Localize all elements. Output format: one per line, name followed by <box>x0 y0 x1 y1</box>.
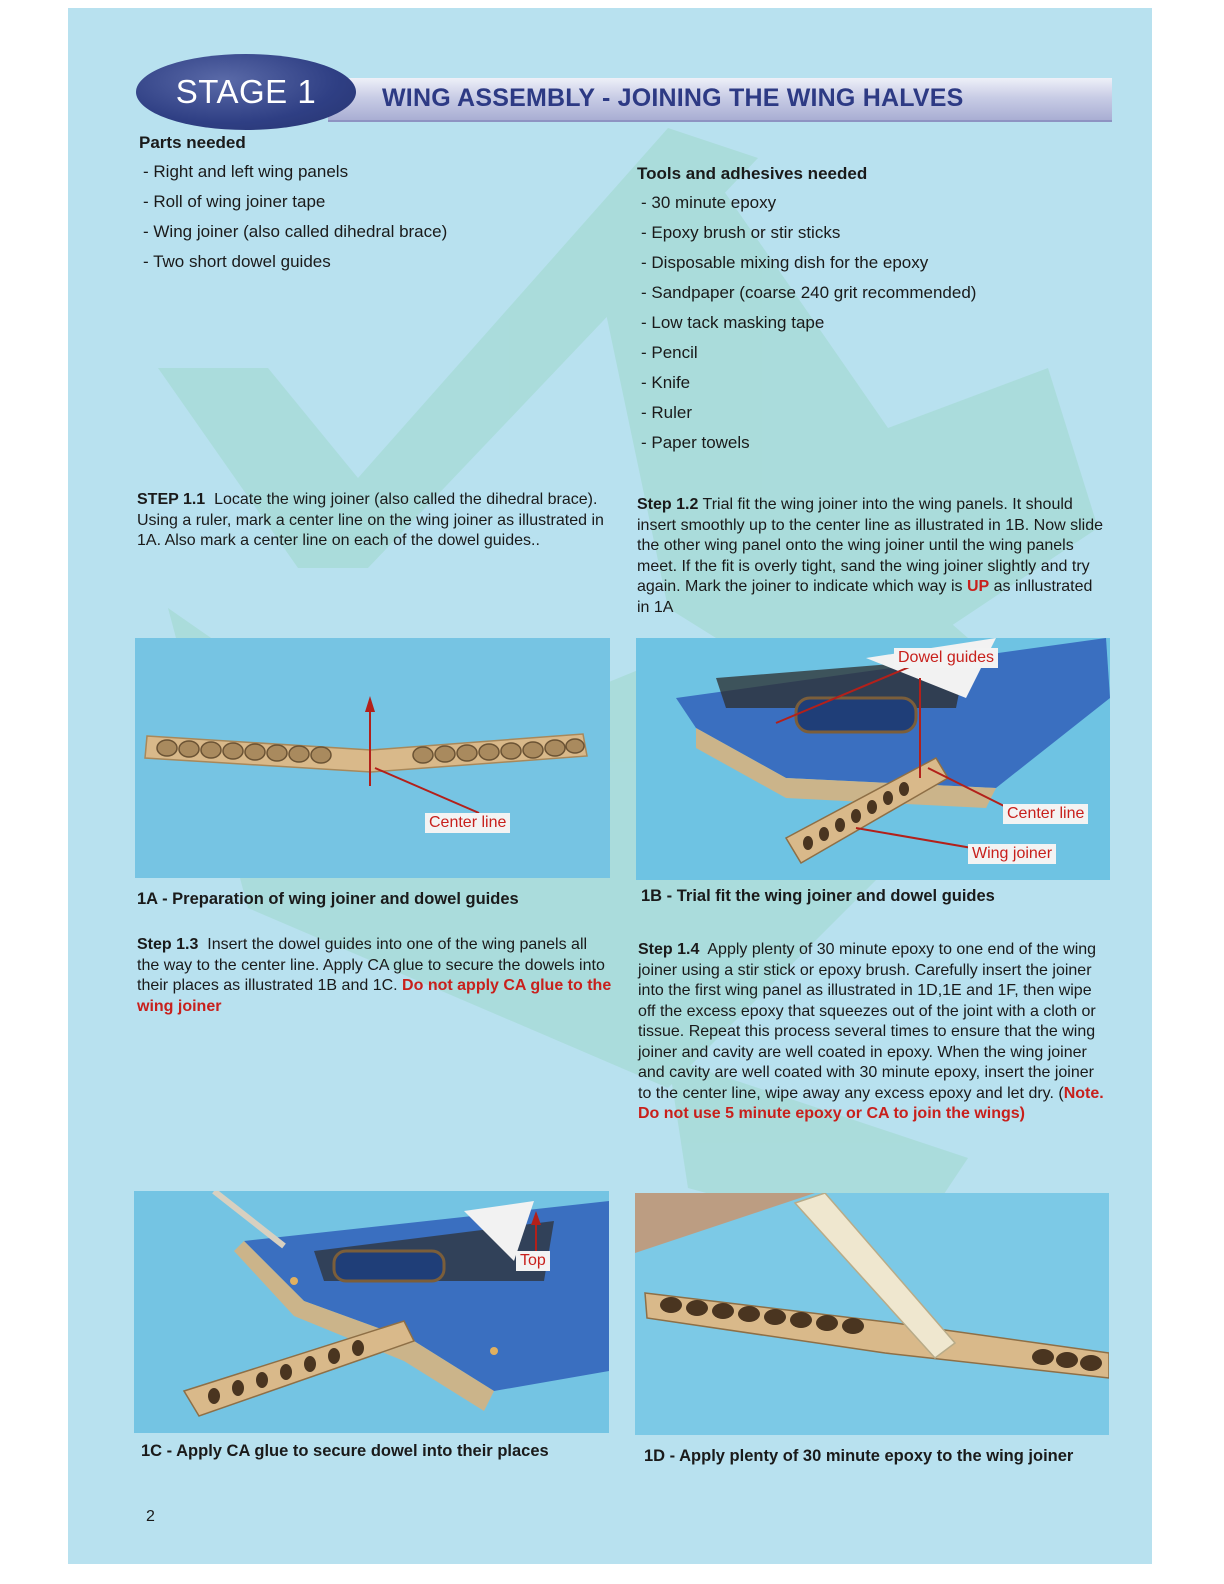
dowel-guides-label: Dowel guides <box>894 648 998 668</box>
step-text: Apply plenty of 30 minute epoxy to one end of the wing joiner using a stir stick or epoxy brush. Carefully insert the joiner into the first wing panel as illustrated in 1D,1E and 1F, then wipe off the excess epoxy that squeezes out of the joint with a cloth or tissue. Repeat this process several times to ensure that the wing joiner and cavity are well coated in epoxy. When the wing joiner and cavity are well coated with 30 minute epoxy, insert the joiner to the center line, wipe away any excess epoxy and let dry. ( <box>638 941 1097 1102</box>
tools-section <box>637 164 1097 458</box>
tools-item: - Epoxy brush or stir sticks <box>641 223 841 242</box>
wing-panel-glue-illustration <box>134 1191 609 1433</box>
parts-item: - Wing joiner (also called dihedral brace) <box>143 222 448 241</box>
stage-badge: STAGE 1 <box>136 54 356 130</box>
wing-joiner-illustration <box>135 638 610 878</box>
step-label: Step 1.4 <box>638 941 700 958</box>
step-text: as inllustrated in 1A <box>637 578 1093 616</box>
tools-item: - Knife <box>641 373 691 392</box>
tools-item: - Pencil <box>641 343 698 362</box>
figure-1c-photo <box>134 1191 609 1433</box>
up-highlight: UP <box>966 578 990 595</box>
figure-1b-photo <box>636 638 1110 880</box>
figure-1b-caption: 1B - Trial fit the wing joiner and dowel guides <box>641 887 995 905</box>
tools-item: - Paper towels <box>641 433 750 452</box>
tools-item: - Ruler <box>641 403 693 422</box>
epoxy-application-illustration <box>635 1193 1109 1435</box>
parts-heading: Parts needed <box>139 133 246 152</box>
step-text: Insert the dowel guides into one of the wing panels all the way to the center line. Apply CA glue to secure the dowels into their places as illustrated 1B and 1C. <box>137 936 605 994</box>
parts-list <box>143 157 579 277</box>
figure-1d-photo <box>635 1193 1109 1435</box>
parts-item: - Right and left wing panels <box>143 162 349 181</box>
tools-item: - Disposable mixing dish for the epoxy <box>641 253 929 272</box>
figure-1a-caption: 1A - Preparation of wing joiner and dowel guides <box>137 890 519 908</box>
step-warning: Note. Do not use 5 minute epoxy or CA to join the wings) <box>638 1084 1104 1122</box>
step-1-3 <box>137 935 612 1017</box>
step-text: Locate the wing joiner (also called the dihedral brace). Using a ruler, mark a center line on the wing joiner as illustrated in 1A. Also mark a center line on each of the dowel guides.. <box>137 491 604 549</box>
stage-title: WING ASSEMBLY - JOINING THE WING HALVES <box>382 84 964 112</box>
wing-joiner-label: Wing joiner <box>968 844 1056 864</box>
tools-item: - Low tack masking tape <box>641 313 825 332</box>
top-label: Top <box>516 1251 550 1271</box>
tools-heading: Tools and adhesives needed <box>637 164 868 183</box>
step-label: Step 1.2 <box>637 496 699 513</box>
figure-1c-caption: 1C - Apply CA glue to secure dowel into their places <box>141 1442 549 1460</box>
step-label: STEP 1.1 <box>137 491 206 508</box>
step-1-1 <box>137 490 612 552</box>
step-text: Trial fit the wing joiner into the wing panels. It should insert smoothly up to the center line as illustrated in 1B. Now slide the other wing panel onto the wing joiner until the wing panels meet. If the fit is overly tight, sand the wing joiner slightly and try again. Mark the joiner to indicate which way is <box>637 496 1104 595</box>
parts-item: - Roll of wing joiner tape <box>143 192 326 211</box>
figure-1a-photo <box>135 638 610 878</box>
page-number: 2 <box>146 1508 155 1525</box>
step-warning: Do not apply CA glue to the wing joiner <box>137 977 612 1015</box>
parts-item: - Two short dowel guides <box>143 252 331 271</box>
tools-item: - Sandpaper (coarse 240 grit recommended) <box>641 283 977 302</box>
manual-page <box>68 8 1152 1564</box>
figure-1d-caption: 1D - Apply plenty of 30 minute epoxy to the wing joiner <box>644 1447 1074 1465</box>
step-1-2 <box>637 495 1107 618</box>
center-line-label: Center line <box>1003 804 1088 824</box>
stage-title-bar <box>328 78 1112 122</box>
step-label: Step 1.3 <box>137 936 199 953</box>
tools-item: - 30 minute epoxy <box>641 193 777 212</box>
tools-list <box>641 188 1097 458</box>
parts-section <box>139 133 579 277</box>
center-line-label: Center line <box>425 813 510 833</box>
step-1-4 <box>638 940 1108 1125</box>
